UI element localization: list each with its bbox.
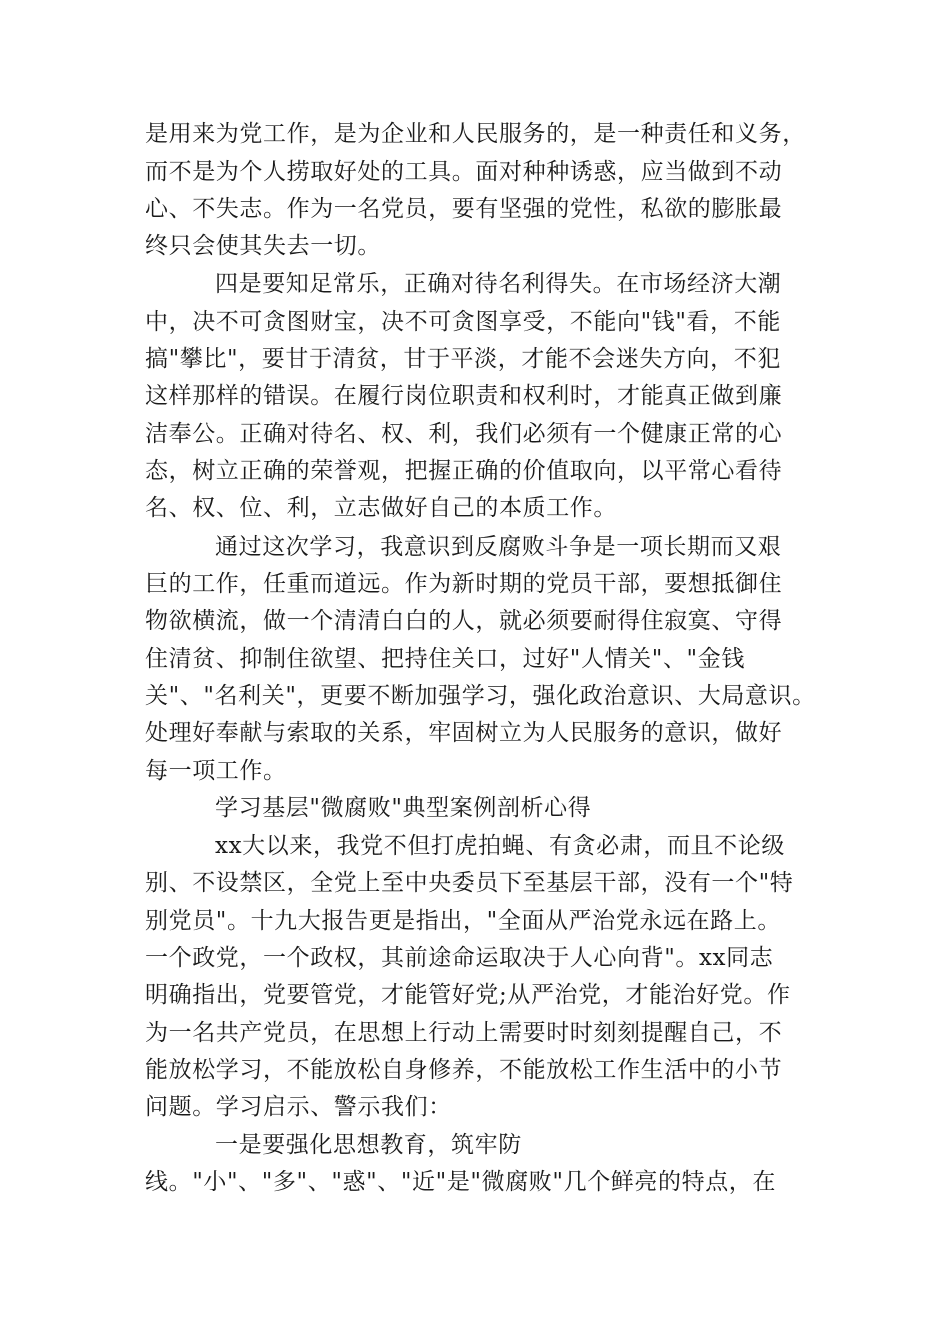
text-line: 巨的工作，任重而道远。作为新时期的党员干部，要想抵御住 <box>145 571 783 597</box>
text-line: 而不是为个人捞取好处的工具。面对种种诱惑，应当做到不动 <box>145 159 783 185</box>
text-line: 中，决不可贪图财宝，决不可贪图享受，不能向"钱"看，不能 <box>145 309 781 335</box>
text-line: 别党员"。十九大报告更是指出，"全面从严治党永远在路上。 <box>145 908 781 934</box>
text-line: 这样那样的错误。在履行岗位职责和权利时，才能真正做到廉 <box>145 383 783 409</box>
section-heading: 学习基层"微腐败"典型案例剖析心得 <box>215 795 592 821</box>
text-line: 每一项工作。 <box>145 758 287 784</box>
text-line: 线。"小"、"多"、"惑"、"近"是"微腐败"几个鲜亮的特点，在 <box>145 1169 776 1195</box>
text-line: 物欲横流，做一个清清白白的人，就必须要耐得住寂寞、守得 <box>145 608 783 634</box>
text-line: 问题。学习启示、警示我们： <box>145 1094 452 1120</box>
text-line: 别、不设禁区，全党上至中央委员下至基层干部，没有一个"特 <box>145 870 794 896</box>
paragraph-start-line: xx大以来，我党不但打虎拍蝇、有贪必肃，而且不论级 <box>215 833 785 859</box>
paragraph-start-line: 通过这次学习，我意识到反腐败斗争是一项长期而又艰 <box>215 534 782 560</box>
text-line: 一个政党，一个政权，其前途命运取决于人心向背"。xx同志 <box>145 945 774 971</box>
text-line: 能放松学习，不能放松自身修养，不能放松工作生活中的小节 <box>145 1057 783 1083</box>
text-line: 为一名共产党员，在思想上行动上需要时时刻刻提醒自己，不 <box>145 1020 783 1046</box>
paragraph-start-line: 四是要知足常乐，正确对待名利得失。在市场经济大潮 <box>215 271 782 297</box>
paragraph-start-line: 一是要强化思想教育，筑牢防 <box>215 1132 522 1158</box>
text-line: 处理好奉献与索取的关系，牢固树立为人民服务的意识，做好 <box>145 720 783 746</box>
text-line: 洁奉公。正确对待名、权、利，我们必须有一个健康正常的心 <box>145 421 783 447</box>
text-line: 住清贫、抑制住欲望、把持住关口，过好"人情关"、"金钱 <box>145 646 745 672</box>
text-line: 心、不失志。作为一名党员，要有坚强的党性，私欲的膨胀最 <box>145 196 783 222</box>
text-line: 终只会使其失去一切。 <box>145 233 381 259</box>
text-line: 态，树立正确的荣誉观，把握正确的价值取向，以平常心看待 <box>145 458 783 484</box>
text-line: 关"、"名利关"，更要不断加强学习，强化政治意识、大局意识。 <box>145 683 816 709</box>
text-line: 是用来为党工作，是为企业和人民服务的，是一种责任和义务， <box>145 121 806 147</box>
text-line: 名、权、位、利，立志做好自己的本质工作。 <box>145 495 617 521</box>
text-line: 明确指出，党要管党，才能管好党;从严治党，才能治好党。作 <box>145 982 791 1008</box>
text-line: 搞"攀比"，要甘于清贫，甘于平淡，才能不会迷失方向，不犯 <box>145 346 781 372</box>
